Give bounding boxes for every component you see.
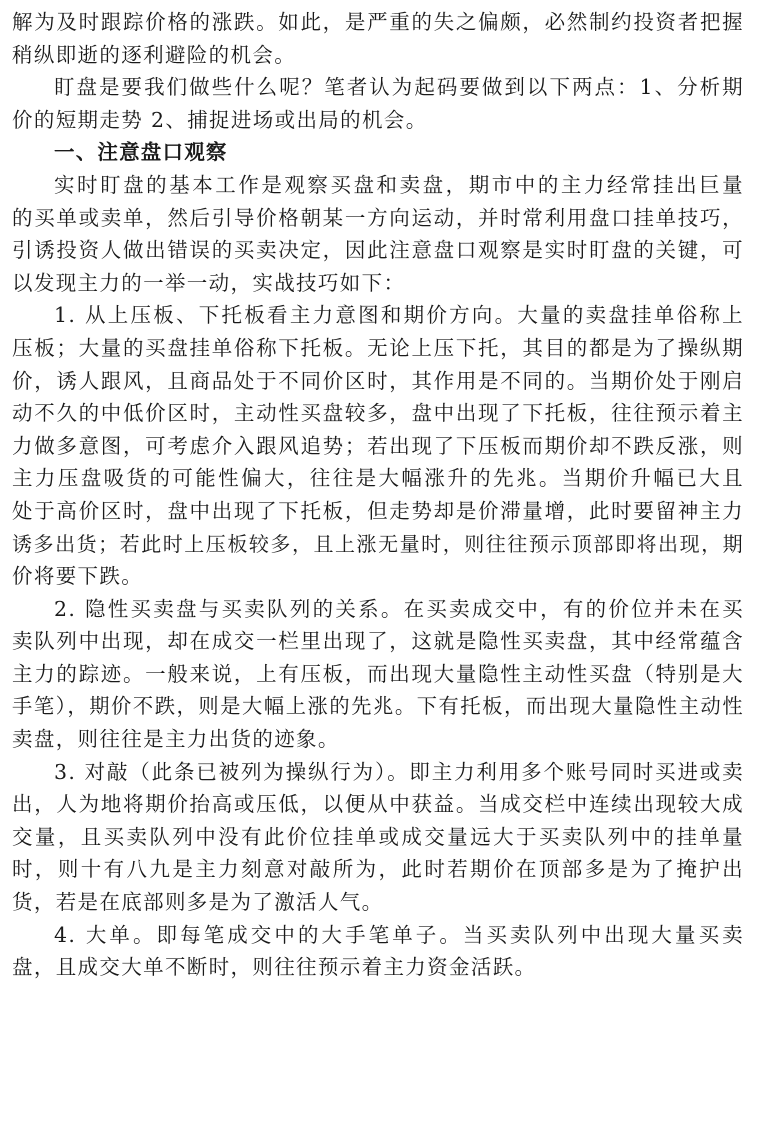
- text-line: 实时盯盘的基本工作是观察买盘和卖盘，期市中的主力经常挂出巨量: [54, 172, 744, 197]
- text-line: 解为及时跟踪价格的涨跌。如此，是严重的失之偏颇，必然制约投资者把握: [12, 10, 744, 34]
- text-line: 以发现主力的一举一动，实战技巧如下：: [12, 270, 406, 295]
- text-line: 诱多出货；若此时上压板较多，且上涨无量时，则往往预示顶部即将出现，期: [12, 531, 744, 556]
- text-line: 交量，且买卖队列中没有此价位挂单或成交量远大于买卖队列中的挂单量: [12, 824, 744, 849]
- text-line: 货，若是在底部则多是为了激活人气。: [12, 890, 384, 915]
- text-line: 出，人为地将期价抬高或压低，以便从中获益。当成交栏中连续出现较大成: [12, 792, 744, 817]
- text-line: 价，诱人跟风，且商品处于不同价区时，其作用是不同的。当期价处于刚启: [12, 368, 744, 393]
- text-line: 引诱投资人做出错误的买卖决定，因此注意盘口观察是实时盯盘的关键，可: [12, 238, 744, 263]
- text-line: 稍纵即逝的逐利避险的机会。: [12, 42, 297, 67]
- text-line: 盯盘是要我们做些什么呢？笔者认为起码要做到以下两点：1、分析期: [54, 75, 744, 100]
- text-line: 2. 隐性买卖盘与买卖队列的关系。在买卖成交中，有的价位并未在买: [54, 596, 744, 621]
- text-line: 卖盘，则往往是主力出货的迹象。: [12, 727, 340, 752]
- text-line: 主力的踪迹。一般来说，上有压板，而出现大量隐性主动性买盘（特别是大: [12, 661, 744, 686]
- text-line: 盘，且成交大单不断时，则往往预示着主力资金活跃。: [12, 955, 537, 980]
- text-line: 卖队列中出现，却在成交一栏里出现了，这就是隐性买卖盘，其中经常蕴含: [12, 629, 744, 654]
- text-line: 3. 对敲（此条已被列为操纵行为）。即主力利用多个账号同时买进或卖: [54, 759, 744, 784]
- text-line: 动不久的中低价区时，主动性买盘较多，盘中出现了下托板，往往预示着主: [12, 401, 744, 426]
- text-line: 力做多意图，可考虑介入跟风追势；若出现了下压板而期价却不跌反涨，则: [12, 433, 744, 458]
- text-line: 的买单或卖单，然后引导价格朝某一方向运动，并时常利用盘口挂单技巧，: [12, 205, 744, 230]
- text-line: 价的短期走势 2、捕捉进场或出局的机会。: [12, 107, 428, 132]
- text-line: 价将要下跌。: [12, 564, 144, 589]
- text-line: 1. 从上压板、下托板看主力意图和期价方向。大量的卖盘挂单俗称上: [54, 303, 744, 328]
- text-line: 手笔），期价不跌，则是大幅上涨的先兆。下有托板，而出现大量隐性主动性: [12, 694, 744, 719]
- section-heading: 一、注意盘口观察: [54, 140, 228, 165]
- text-line: 时，则十有八九是主力刻意对敲所为，此时若期价在顶部多是为了掩护出: [12, 857, 744, 882]
- text-line: 4. 大单。即每笔成交中的大手笔单子。当买卖队列中出现大量买卖: [54, 922, 744, 947]
- text-line: 压板；大量的买盘挂单俗称下托板。无论上压下托，其目的都是为了操纵期: [12, 335, 744, 360]
- text-line: 处于高价区时，盘中出现了下托板，但走势却是价滞量增，此时要留神主力: [12, 498, 744, 523]
- text-line: 主力压盘吸货的可能性偏大，往往是大幅涨升的先兆。当期价升幅已大且: [12, 466, 744, 491]
